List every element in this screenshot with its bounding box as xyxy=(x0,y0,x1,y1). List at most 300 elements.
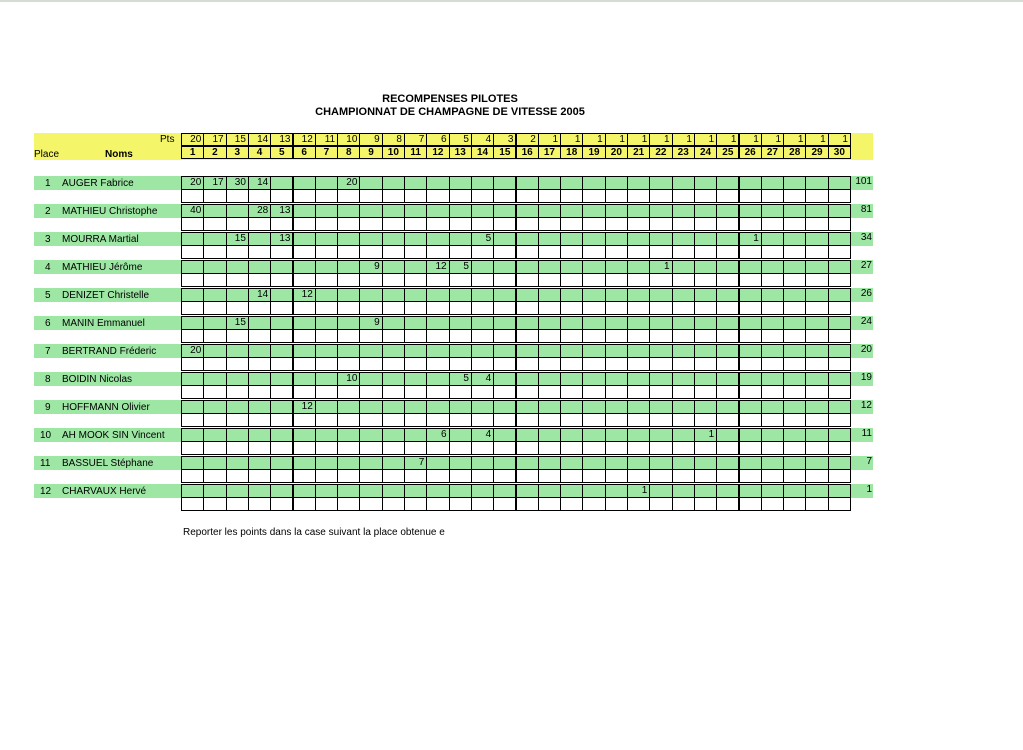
blank-cell xyxy=(694,413,717,427)
score-cell xyxy=(404,316,427,330)
score-cell xyxy=(449,316,472,330)
blank-cell xyxy=(828,357,851,371)
score-cell xyxy=(226,372,249,386)
blank-cell xyxy=(382,329,405,343)
blank-cell xyxy=(404,357,427,371)
points-header-cell: 1 xyxy=(694,133,717,146)
score-cell xyxy=(315,484,338,498)
blank-cell xyxy=(828,245,851,259)
score-cell xyxy=(471,456,494,470)
blank-cell xyxy=(582,301,605,315)
blank-cell xyxy=(516,245,539,259)
blank-cell xyxy=(783,357,806,371)
blank-cell xyxy=(337,497,360,511)
score-cell xyxy=(493,204,516,218)
position-header-cell: 23 xyxy=(672,146,695,159)
score-cell xyxy=(270,316,293,330)
score-cell xyxy=(359,288,382,302)
blank-cell xyxy=(426,189,449,203)
pilot-total: 27 xyxy=(860,260,872,271)
score-cell: 20 xyxy=(181,344,204,358)
blank-cell xyxy=(404,497,427,511)
blank-cell xyxy=(226,189,249,203)
position-header-cell: 3 xyxy=(226,146,249,159)
score-cell xyxy=(694,372,717,386)
score-cell: 12 xyxy=(426,260,449,274)
position-header-cell: 2 xyxy=(203,146,226,159)
blank-cell xyxy=(337,469,360,483)
score-cell xyxy=(694,484,717,498)
blank-cell xyxy=(694,329,717,343)
pilot-total: 19 xyxy=(860,372,872,383)
score-cell xyxy=(582,232,605,246)
blank-cell xyxy=(828,497,851,511)
footnote: Reporter les points dans la case suivant la place obtenue e xyxy=(183,527,445,538)
position-header-cell: 18 xyxy=(560,146,583,159)
score-cell xyxy=(359,232,382,246)
score-cell xyxy=(337,484,360,498)
score-cell xyxy=(493,372,516,386)
score-cell xyxy=(337,232,360,246)
points-header-cell: 15 xyxy=(226,133,249,146)
blank-cell xyxy=(783,385,806,399)
blank-cell xyxy=(181,469,204,483)
blank-cell xyxy=(582,273,605,287)
blank-cell xyxy=(805,413,828,427)
score-cell xyxy=(605,288,628,302)
blank-cell xyxy=(270,469,293,483)
score-cell xyxy=(359,484,382,498)
score-cell xyxy=(449,204,472,218)
score-cell xyxy=(694,344,717,358)
score-cell xyxy=(382,428,405,442)
blank-cell xyxy=(605,189,628,203)
score-cell xyxy=(694,400,717,414)
blank-cell xyxy=(203,217,226,231)
score-cell: 14 xyxy=(248,288,271,302)
pilot-name: CHARVAUX Hervé xyxy=(62,486,147,497)
score-cell xyxy=(293,456,316,470)
score-cell xyxy=(493,288,516,302)
score-cell xyxy=(582,316,605,330)
pilot-name: DENIZET Christelle xyxy=(62,290,150,301)
score-cell xyxy=(270,176,293,190)
score-cell xyxy=(672,260,695,274)
blank-cell xyxy=(672,301,695,315)
score-cell: 6 xyxy=(426,428,449,442)
points-header-cell: 11 xyxy=(315,133,338,146)
score-cell: 12 xyxy=(293,400,316,414)
score-cell: 4 xyxy=(471,428,494,442)
blank-cell xyxy=(538,217,561,231)
score-cell xyxy=(203,484,226,498)
score-cell xyxy=(226,428,249,442)
score-cell xyxy=(203,372,226,386)
blank-cell xyxy=(337,413,360,427)
score-cell xyxy=(605,400,628,414)
blank-cell xyxy=(404,217,427,231)
score-cell xyxy=(293,232,316,246)
position-header-cell: 15 xyxy=(493,146,516,159)
score-cell xyxy=(805,316,828,330)
score-cell xyxy=(739,288,762,302)
points-header-cell: 8 xyxy=(382,133,405,146)
score-cell xyxy=(471,400,494,414)
points-header-cell: 1 xyxy=(627,133,650,146)
score-cell xyxy=(649,344,672,358)
score-cell xyxy=(181,400,204,414)
blank-cell xyxy=(270,189,293,203)
score-cell xyxy=(582,400,605,414)
score-cell xyxy=(783,344,806,358)
score-cell xyxy=(538,204,561,218)
score-cell xyxy=(605,372,628,386)
score-cell xyxy=(560,344,583,358)
score-cell xyxy=(493,344,516,358)
score-cell xyxy=(382,260,405,274)
blank-cell xyxy=(203,273,226,287)
pilot-place: 3 xyxy=(45,234,51,245)
points-header-cell: 1 xyxy=(538,133,561,146)
score-cell xyxy=(694,288,717,302)
score-cell xyxy=(538,400,561,414)
position-header-cell: 7 xyxy=(315,146,338,159)
blank-cell xyxy=(315,497,338,511)
score-cell xyxy=(493,232,516,246)
blank-cell xyxy=(471,245,494,259)
score-cell xyxy=(694,204,717,218)
blank-cell xyxy=(248,301,271,315)
position-header-cell: 20 xyxy=(605,146,628,159)
blank-cell xyxy=(828,329,851,343)
score-cell xyxy=(382,372,405,386)
blank-cell xyxy=(248,469,271,483)
blank-cell xyxy=(293,217,316,231)
blank-cell xyxy=(203,469,226,483)
position-header-cell: 11 xyxy=(404,146,427,159)
blank-cell xyxy=(672,357,695,371)
blank-cell xyxy=(359,245,382,259)
blank-cell xyxy=(315,189,338,203)
blank-cell xyxy=(382,413,405,427)
blank-cell xyxy=(694,441,717,455)
score-cell xyxy=(359,204,382,218)
blank-cell xyxy=(315,217,338,231)
score-cell xyxy=(315,372,338,386)
blank-cell xyxy=(649,189,672,203)
points-header-cell: 1 xyxy=(649,133,672,146)
blank-cell xyxy=(449,441,472,455)
score-cell xyxy=(783,176,806,190)
position-header-cell: 10 xyxy=(382,146,405,159)
position-header-cell: 12 xyxy=(426,146,449,159)
blank-cell xyxy=(560,385,583,399)
pilot-total: 26 xyxy=(860,288,872,299)
pilot-total: 101 xyxy=(855,176,872,187)
blank-cell xyxy=(649,217,672,231)
pilot-place: 12 xyxy=(40,486,52,497)
score-cell: 20 xyxy=(337,176,360,190)
score-cell xyxy=(426,288,449,302)
score-cell xyxy=(516,316,539,330)
score-cell xyxy=(783,288,806,302)
score-cell: 5 xyxy=(449,372,472,386)
blank-cell xyxy=(538,441,561,455)
blank-cell xyxy=(560,189,583,203)
score-cell xyxy=(449,400,472,414)
score-cell xyxy=(739,316,762,330)
names-header: Noms xyxy=(105,149,133,160)
pilot-name: MOURRA Martial xyxy=(62,234,139,245)
blank-cell xyxy=(293,189,316,203)
position-header-cell: 25 xyxy=(716,146,739,159)
score-cell xyxy=(783,316,806,330)
pilot-name: BASSUEL Stéphane xyxy=(62,458,154,469)
blank-cell xyxy=(694,385,717,399)
score-cell xyxy=(716,372,739,386)
score-cell xyxy=(672,400,695,414)
score-cell xyxy=(471,316,494,330)
blank-cell xyxy=(538,189,561,203)
score-cell: 5 xyxy=(471,232,494,246)
blank-cell xyxy=(739,497,762,511)
blank-cell xyxy=(672,217,695,231)
score-cell xyxy=(560,260,583,274)
score-cell xyxy=(203,204,226,218)
blank-cell xyxy=(560,329,583,343)
score-cell xyxy=(181,484,204,498)
score-cell xyxy=(627,204,650,218)
score-cell xyxy=(382,232,405,246)
score-cell xyxy=(382,484,405,498)
score-cell xyxy=(449,456,472,470)
blank-cell xyxy=(516,189,539,203)
score-cell xyxy=(783,428,806,442)
score-cell xyxy=(516,400,539,414)
blank-cell xyxy=(761,189,784,203)
blank-cell xyxy=(761,217,784,231)
score-cell xyxy=(248,400,271,414)
blank-cell xyxy=(716,329,739,343)
blank-cell xyxy=(716,273,739,287)
blank-cell xyxy=(672,497,695,511)
score-cell xyxy=(582,260,605,274)
score-cell xyxy=(516,204,539,218)
blank-cell xyxy=(538,497,561,511)
score-cell xyxy=(270,260,293,274)
score-cell xyxy=(315,428,338,442)
score-cell xyxy=(694,316,717,330)
blank-cell xyxy=(226,385,249,399)
score-cell xyxy=(582,204,605,218)
score-cell: 14 xyxy=(248,176,271,190)
blank-cell xyxy=(493,469,516,483)
blank-cell xyxy=(516,329,539,343)
blank-cell xyxy=(649,385,672,399)
blank-cell xyxy=(293,301,316,315)
blank-cell xyxy=(315,273,338,287)
blank-cell xyxy=(270,357,293,371)
position-header-cell: 14 xyxy=(471,146,494,159)
blank-cell xyxy=(471,357,494,371)
blank-cell xyxy=(270,217,293,231)
blank-cell xyxy=(226,329,249,343)
position-header-cell: 28 xyxy=(783,146,806,159)
blank-cell xyxy=(538,273,561,287)
score-cell xyxy=(716,176,739,190)
score-cell xyxy=(493,316,516,330)
score-cell xyxy=(337,288,360,302)
score-cell xyxy=(627,456,650,470)
blank-cell xyxy=(605,273,628,287)
blank-cell xyxy=(449,189,472,203)
score-cell xyxy=(649,176,672,190)
score-cell xyxy=(315,400,338,414)
blank-cell xyxy=(426,413,449,427)
blank-cell xyxy=(181,273,204,287)
blank-cell xyxy=(605,385,628,399)
blank-cell xyxy=(649,441,672,455)
score-cell xyxy=(404,260,427,274)
score-cell xyxy=(471,260,494,274)
blank-cell xyxy=(359,385,382,399)
blank-cell xyxy=(293,469,316,483)
blank-cell xyxy=(471,413,494,427)
blank-cell xyxy=(649,273,672,287)
score-cell xyxy=(449,344,472,358)
blank-cell xyxy=(426,329,449,343)
position-header-cell: 22 xyxy=(649,146,672,159)
score-cell xyxy=(627,288,650,302)
score-cell xyxy=(426,204,449,218)
blank-cell xyxy=(248,245,271,259)
blank-cell xyxy=(783,413,806,427)
blank-cell xyxy=(226,301,249,315)
blank-cell xyxy=(605,441,628,455)
pts-label: Pts xyxy=(160,134,175,145)
blank-cell xyxy=(226,441,249,455)
pilot-place: 1 xyxy=(45,178,51,189)
score-cell xyxy=(694,176,717,190)
blank-cell xyxy=(471,385,494,399)
points-header-cell: 12 xyxy=(293,133,316,146)
points-header-cell: 1 xyxy=(560,133,583,146)
blank-cell xyxy=(582,329,605,343)
blank-cell xyxy=(270,413,293,427)
score-cell xyxy=(538,288,561,302)
blank-cell xyxy=(203,189,226,203)
blank-cell xyxy=(315,301,338,315)
blank-cell xyxy=(293,329,316,343)
position-header-cell: 24 xyxy=(694,146,717,159)
blank-cell xyxy=(538,469,561,483)
score-cell xyxy=(270,288,293,302)
points-header-cell: 7 xyxy=(404,133,427,146)
blank-cell xyxy=(226,357,249,371)
blank-cell xyxy=(315,357,338,371)
blank-cell xyxy=(226,469,249,483)
score-cell xyxy=(761,288,784,302)
score-cell xyxy=(226,400,249,414)
score-cell xyxy=(315,204,338,218)
pilot-place: 10 xyxy=(40,430,52,441)
blank-cell xyxy=(828,469,851,483)
blank-cell xyxy=(672,189,695,203)
pilot-name: BOIDIN Nicolas xyxy=(62,374,133,385)
points-header-cell: 20 xyxy=(181,133,204,146)
score-cell xyxy=(672,316,695,330)
blank-cell xyxy=(739,385,762,399)
blank-cell xyxy=(582,469,605,483)
score-cell xyxy=(560,400,583,414)
blank-cell xyxy=(471,469,494,483)
score-cell xyxy=(426,344,449,358)
blank-cell xyxy=(449,329,472,343)
score-cell xyxy=(805,344,828,358)
blank-cell xyxy=(516,301,539,315)
points-header-cell: 1 xyxy=(739,133,762,146)
blank-cell xyxy=(560,413,583,427)
blank-cell xyxy=(716,217,739,231)
score-cell xyxy=(226,484,249,498)
blank-cell xyxy=(805,469,828,483)
blank-cell xyxy=(761,329,784,343)
blank-cell xyxy=(449,469,472,483)
blank-cell xyxy=(627,385,650,399)
score-cell xyxy=(359,372,382,386)
score-cell xyxy=(716,456,739,470)
blank-cell xyxy=(337,217,360,231)
score-cell: 1 xyxy=(739,232,762,246)
blank-cell xyxy=(203,385,226,399)
points-header-cell: 9 xyxy=(359,133,382,146)
blank-cell xyxy=(783,273,806,287)
score-cell xyxy=(582,176,605,190)
score-cell xyxy=(248,316,271,330)
score-cell xyxy=(449,288,472,302)
score-cell xyxy=(649,428,672,442)
blank-cell xyxy=(761,497,784,511)
score-cell xyxy=(226,288,249,302)
blank-cell xyxy=(761,301,784,315)
score-cell xyxy=(203,456,226,470)
score-cell xyxy=(426,316,449,330)
score-cell xyxy=(382,400,405,414)
score-cell xyxy=(739,400,762,414)
score-cell xyxy=(449,232,472,246)
blank-cell xyxy=(426,245,449,259)
position-header-cell: 29 xyxy=(805,146,828,159)
score-cell xyxy=(605,344,628,358)
blank-cell xyxy=(739,189,762,203)
score-cell xyxy=(761,204,784,218)
blank-cell xyxy=(359,441,382,455)
score-cell xyxy=(761,456,784,470)
score-cell xyxy=(516,288,539,302)
blank-cell xyxy=(828,385,851,399)
blank-cell xyxy=(582,441,605,455)
score-cell xyxy=(270,400,293,414)
blank-cell xyxy=(181,301,204,315)
score-cell xyxy=(739,456,762,470)
position-header-cell: 6 xyxy=(293,146,316,159)
blank-cell xyxy=(783,329,806,343)
blank-cell xyxy=(181,441,204,455)
blank-cell xyxy=(761,245,784,259)
pilot-place: 9 xyxy=(45,402,51,413)
score-cell xyxy=(694,260,717,274)
score-cell xyxy=(627,400,650,414)
